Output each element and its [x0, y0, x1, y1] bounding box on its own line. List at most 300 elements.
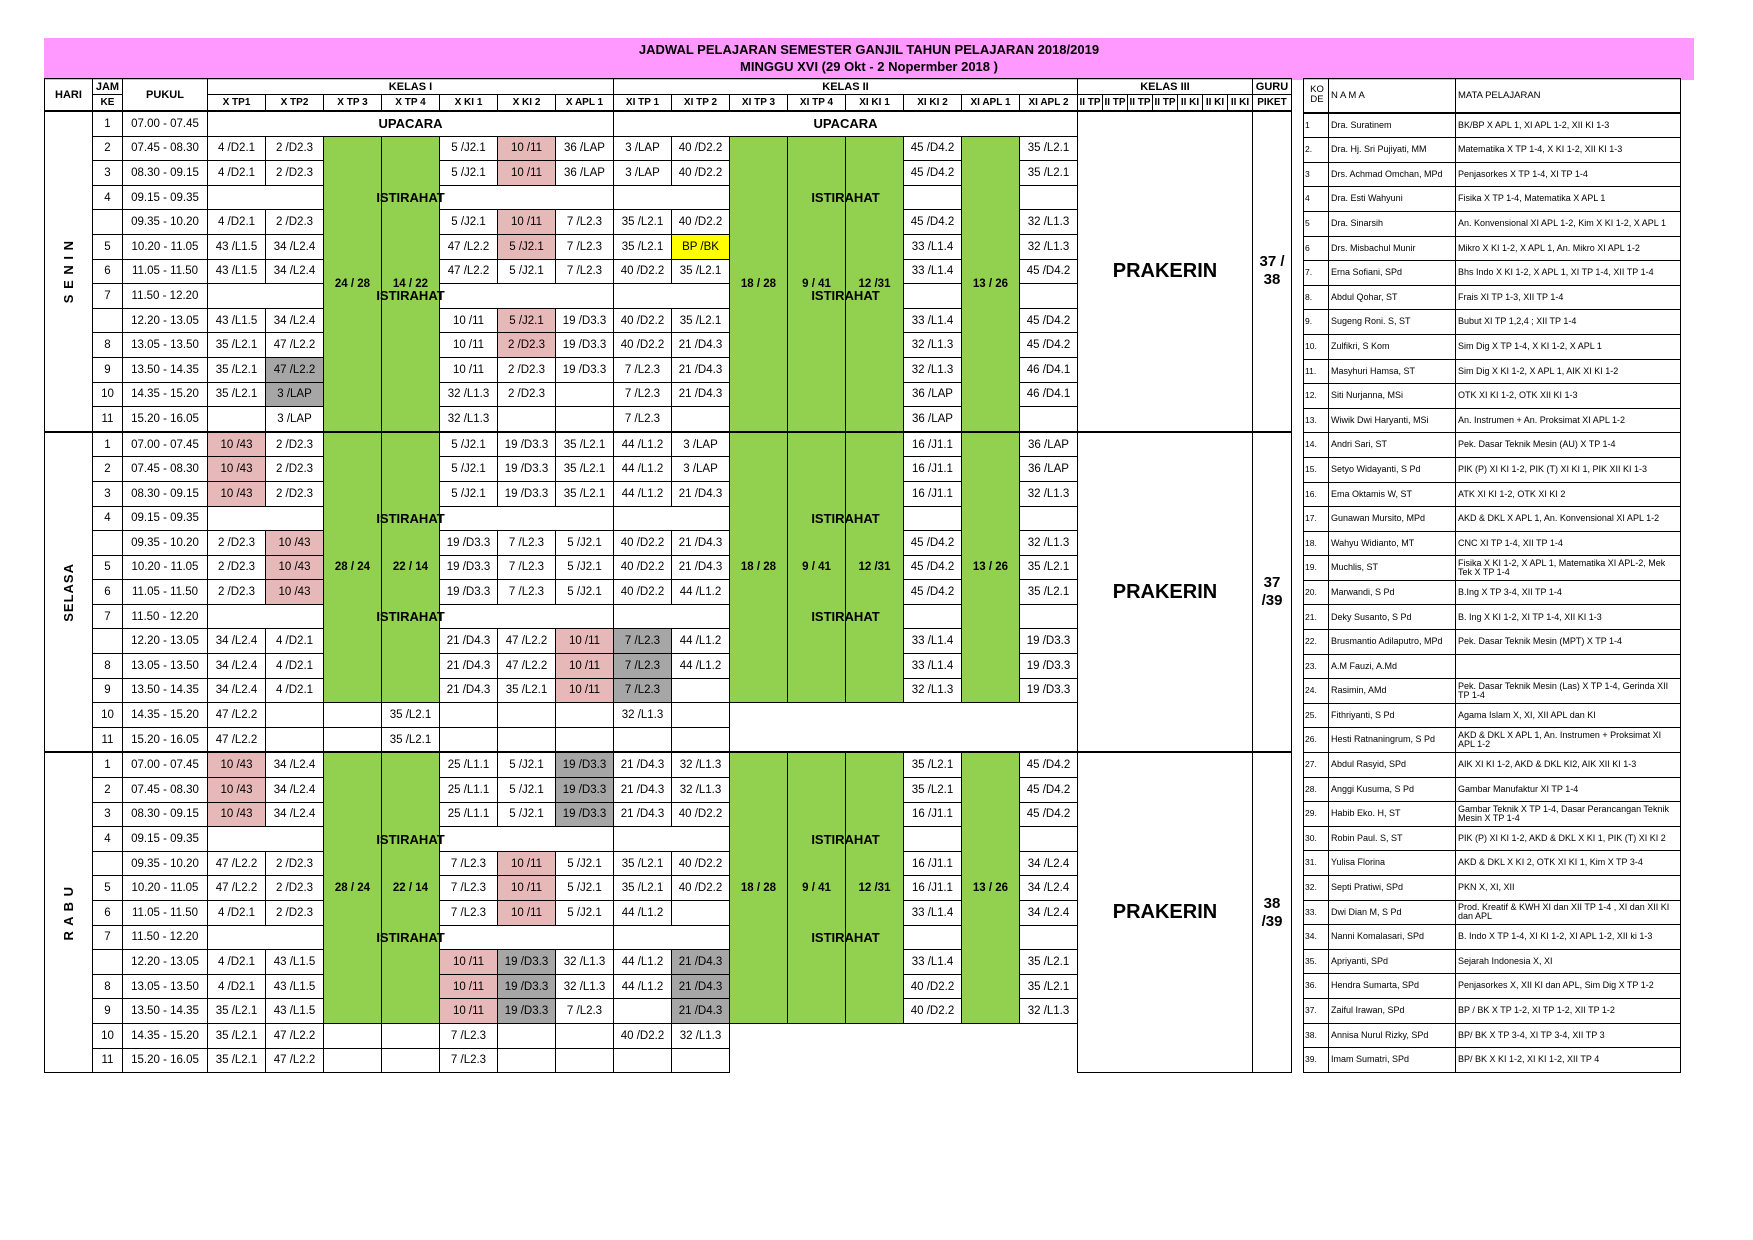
slot-cell: 5 /J2.1 — [440, 457, 498, 482]
teacher-name: Rasimin, AMd — [1329, 679, 1456, 704]
slot-cell: 19 /D3.3 — [556, 778, 614, 803]
merged-slot: 9 / 41 — [788, 136, 846, 432]
teacher-subject: BK/BP X APL 1, XI APL 1-2, XII KI 1-3 — [1456, 113, 1681, 138]
merged-slot: 18 / 28 — [730, 136, 788, 432]
jam-cell: 1 — [93, 752, 123, 777]
teacher-name: Marwandi, S Pd — [1329, 580, 1456, 605]
slot-cell — [324, 1023, 382, 1048]
teacher-subject — [1456, 654, 1681, 679]
upacara-label: UPACARA — [614, 111, 1078, 136]
slot-cell: 5 /J2.1 — [556, 851, 614, 876]
slot-cell: 32 /L1.3 — [614, 703, 672, 728]
slot-cell: 7 /L2.3 — [440, 851, 498, 876]
slot-cell: 35 /L2.1 — [498, 678, 556, 703]
slot-cell: 2 /D2.3 — [266, 481, 324, 506]
header-jam: JAM — [93, 79, 123, 95]
teacher-subject: Mikro X KI 1-2, X APL 1, An. Mikro XI APL 1-2 — [1456, 236, 1681, 261]
slot-cell: 44 /L1.2 — [614, 974, 672, 999]
pukul-cell: 14.35 - 15.20 — [123, 703, 208, 728]
slot-cell: 47 /L2.2 — [266, 357, 324, 382]
teacher-subject: Sim Dig X KI 1-2, X APL 1, AIK XI KI 1-2 — [1456, 359, 1681, 384]
teacher-name: Dwi Dian M, S Pd — [1329, 900, 1456, 925]
slot-cell: 19 /D3.3 — [498, 481, 556, 506]
slot-cell: 43 /L1.5 — [266, 974, 324, 999]
slot-cell: 43 /L1.5 — [266, 999, 324, 1024]
teacher-code: 7. — [1304, 261, 1329, 286]
jam-cell: 2 — [93, 457, 123, 482]
slot-cell: 21 /D4.3 — [672, 950, 730, 975]
teacher-code: 31. — [1304, 851, 1329, 876]
slot-cell: 7 /L2.3 — [556, 210, 614, 235]
header-class-col: XI TP 4 — [788, 95, 846, 112]
teacher-name: Apriyanti, SPd — [1329, 949, 1456, 974]
slot-cell: 3 /LAP — [266, 407, 324, 432]
teacher-code: 22. — [1304, 630, 1329, 655]
slot-cell: 40 /D2.2 — [614, 580, 672, 605]
teacher-name: Drs. Misbachul Munir — [1329, 236, 1456, 261]
slot-cell: 32 /L1.3 — [1020, 531, 1078, 556]
pukul-cell: 07.00 - 07.45 — [123, 111, 208, 136]
pukul-cell: 13.05 - 13.50 — [123, 654, 208, 679]
jam-cell: 6 — [93, 580, 123, 605]
merged-slot: 28 / 24 — [324, 752, 382, 1023]
teacher-code: 28. — [1304, 777, 1329, 802]
slot-cell: 5 /J2.1 — [556, 555, 614, 580]
jam-cell — [93, 210, 123, 235]
header-class-col: X TP2 — [266, 95, 324, 112]
jam-cell: 3 — [93, 161, 123, 186]
pukul-cell: 09.15 - 09.35 — [123, 185, 208, 210]
slot-cell: 2 /D2.3 — [266, 210, 324, 235]
slot-cell: 40 /D2.2 — [614, 259, 672, 284]
teacher-name: Wiwik Dwi Haryanti, MSi — [1329, 408, 1456, 433]
slot-cell: 2 /D2.3 — [266, 876, 324, 901]
slot-cell: 19 /D3.3 — [440, 580, 498, 605]
teacher-name: Imam Sumatri, SPd — [1329, 1048, 1456, 1073]
pukul-cell: 08.30 - 09.15 — [123, 481, 208, 506]
slot-cell: 32 /L1.3 — [904, 333, 962, 358]
teacher-code: 21. — [1304, 605, 1329, 630]
slot-cell — [382, 1048, 440, 1073]
header-piket: PIKET — [1253, 95, 1292, 112]
slot-cell: 7 /L2.3 — [498, 531, 556, 556]
slot-cell: 35 /L2.1 — [1020, 974, 1078, 999]
pukul-cell: 13.05 - 13.50 — [123, 974, 208, 999]
teacher-subject: Pek. Dasar Teknik Mesin (AU) X TP 1-4 — [1456, 433, 1681, 458]
slot-cell: 40 /D2.2 — [614, 333, 672, 358]
slot-cell: 34 /L2.4 — [266, 752, 324, 777]
slot-cell: 34 /L2.4 — [266, 802, 324, 827]
teacher-name: Anggi Kusuma, S Pd — [1329, 777, 1456, 802]
teacher-name: Masyhuri Hamsa, ST — [1329, 359, 1456, 384]
slot-cell: 2 /D2.3 — [266, 161, 324, 186]
slot-cell: 5 /J2.1 — [440, 481, 498, 506]
slot-cell: 19 /D3.3 — [556, 802, 614, 827]
slot-cell: 10 /43 — [208, 481, 266, 506]
slot-cell — [614, 727, 672, 752]
pukul-cell: 10.20 - 11.05 — [123, 876, 208, 901]
slot-cell: 47 /L2.2 — [266, 1048, 324, 1073]
merged-slot: 28 / 24 — [324, 432, 382, 703]
slot-cell: 35 /L2.1 — [1020, 136, 1078, 161]
slot-cell: 21 /D4.3 — [440, 654, 498, 679]
slot-cell: 3 /LAP — [672, 457, 730, 482]
teacher-code: 35. — [1304, 949, 1329, 974]
slot-cell: 45 /D4.2 — [904, 580, 962, 605]
merged-slot: 14 / 22 — [382, 136, 440, 432]
header-class-col: II TP — [1128, 95, 1153, 112]
teacher-code: 18. — [1304, 531, 1329, 556]
pukul-cell: 10.20 - 11.05 — [123, 234, 208, 259]
slot-cell: 7 /L2.3 — [614, 654, 672, 679]
slot-cell: 10 /11 — [440, 333, 498, 358]
slot-cell — [498, 1023, 556, 1048]
header-jam-ke: KE — [93, 95, 123, 112]
slot-cell: 40 /D2.2 — [672, 161, 730, 186]
slot-cell: 7 /L2.3 — [556, 259, 614, 284]
slot-cell — [672, 727, 730, 752]
slot-cell: 5 /J2.1 — [556, 580, 614, 605]
header-kelas-3: KELAS III — [1078, 79, 1253, 95]
teacher-code: 6 — [1304, 236, 1329, 261]
slot-cell: 47 /L2.2 — [208, 703, 266, 728]
header-class-col: XI KI 1 — [846, 95, 904, 112]
slot-cell: 35 /L2.1 — [614, 851, 672, 876]
slot-cell: 16 /J1.1 — [904, 457, 962, 482]
slot-cell: 34 /L2.4 — [266, 234, 324, 259]
teacher-name: Setyo Widayanti, S Pd — [1329, 457, 1456, 482]
pukul-cell: 11.05 - 11.50 — [123, 580, 208, 605]
slot-cell: 10 /43 — [266, 531, 324, 556]
istirahat-label: ISTIRAHAT — [614, 506, 1078, 531]
teacher-name: Hesti Ratnaningrum, S Pd — [1329, 728, 1456, 753]
slot-cell: 35 /L2.1 — [382, 703, 440, 728]
teacher-name: Fithriyanti, S Pd — [1329, 703, 1456, 728]
jam-cell: 2 — [93, 136, 123, 161]
slot-cell: 40 /D2.2 — [614, 555, 672, 580]
header-class-col: X KI 1 — [440, 95, 498, 112]
slot-cell: 35 /L2.1 — [208, 382, 266, 407]
header-kelas-1: KELAS I — [208, 79, 614, 95]
teacher-name: Drs. Achmad Omchan, MPd — [1329, 162, 1456, 187]
slot-cell: 7 /L2.3 — [498, 580, 556, 605]
slot-cell: 5 /J2.1 — [498, 802, 556, 827]
slot-cell: 10 /11 — [556, 654, 614, 679]
slot-cell — [556, 382, 614, 407]
teacher-subject: Gambar Teknik X TP 1-4, Dasar Perancangan Teknik Mesin X TP 1-4 — [1456, 802, 1681, 827]
teacher-subject: Sim Dig X TP 1-4, X KI 1-2, X APL 1 — [1456, 334, 1681, 359]
slot-cell: 19 /D3.3 — [498, 950, 556, 975]
jam-cell: 10 — [93, 703, 123, 728]
pukul-cell: 08.30 - 09.15 — [123, 161, 208, 186]
slot-cell: 35 /L2.1 — [904, 778, 962, 803]
slot-cell: 43 /L1.5 — [208, 234, 266, 259]
jam-cell: 4 — [93, 506, 123, 531]
slot-cell — [382, 1023, 440, 1048]
teacher-code: 33. — [1304, 900, 1329, 925]
istirahat-label: ISTIRAHAT — [208, 827, 614, 852]
teacher-code: 25. — [1304, 703, 1329, 728]
slot-cell: 35 /L2.1 — [382, 727, 440, 752]
teacher-subject: Pek. Dasar Teknik Mesin (MPT) X TP 1-4 — [1456, 630, 1681, 655]
slot-cell — [1020, 407, 1078, 432]
teacher-subject: Prod. Kreatif & KWH XI dan XII TP 1-4 , XI dan XII KI dan APL — [1456, 900, 1681, 925]
teacher-subject: An. Instrumen + An. Proksimat XI APL 1-2 — [1456, 408, 1681, 433]
teacher-code: 32. — [1304, 876, 1329, 901]
slot-cell — [324, 727, 382, 752]
slot-cell: 47 /L2.2 — [266, 333, 324, 358]
slot-cell: 21 /D4.3 — [440, 678, 498, 703]
slot-cell: 34 /L2.4 — [1020, 876, 1078, 901]
teacher-subject: Fisika X KI 1-2, X APL 1, Matematika XI APL-2, Mek Tek X TP 1-4 — [1456, 556, 1681, 581]
slot-cell: 4 /D2.1 — [266, 678, 324, 703]
day-label: SELASA — [45, 432, 93, 753]
slot-cell — [556, 1023, 614, 1048]
header-class-col: II TP — [1078, 95, 1103, 112]
slot-cell: 32 /L1.3 — [556, 950, 614, 975]
pukul-cell: 12.20 - 13.05 — [123, 308, 208, 333]
slot-cell: 35 /L2.1 — [672, 259, 730, 284]
piket-cell: 38 /39 — [1253, 752, 1292, 1072]
slot-cell: 10 /11 — [498, 901, 556, 926]
slot-cell — [614, 1048, 672, 1073]
merged-slot: 24 / 28 — [324, 136, 382, 432]
header-class-col: X APL 1 — [556, 95, 614, 112]
slot-cell: 44 /L1.2 — [614, 481, 672, 506]
pukul-cell: 10.20 - 11.05 — [123, 555, 208, 580]
teacher-code: 4 — [1304, 187, 1329, 212]
slot-cell: 40 /D2.2 — [904, 974, 962, 999]
pukul-cell: 11.50 - 12.20 — [123, 925, 208, 950]
slot-cell: 21 /D4.3 — [672, 357, 730, 382]
pukul-cell: 13.50 - 14.35 — [123, 678, 208, 703]
slot-cell: 10 /43 — [208, 432, 266, 457]
header-class-col: XI APL 2 — [1020, 95, 1078, 112]
teacher-subject: Fisika X TP 1-4, Matematika X APL 1 — [1456, 187, 1681, 212]
pukul-cell: 07.00 - 07.45 — [123, 432, 208, 457]
header-pukul: PUKUL — [123, 79, 208, 112]
slot-cell: 16 /J1.1 — [904, 432, 962, 457]
jam-cell: 8 — [93, 654, 123, 679]
teacher-name: Annisa Nurul Rizky, SPd — [1329, 1023, 1456, 1048]
slot-cell: 2 /D2.3 — [266, 136, 324, 161]
teacher-name: Brusmantio Adilaputro, MPd — [1329, 630, 1456, 655]
header-class-col: X KI 2 — [498, 95, 556, 112]
slot-cell: 33 /L1.4 — [904, 629, 962, 654]
slot-cell: 10 /11 — [498, 136, 556, 161]
slot-cell: 45 /D4.2 — [1020, 333, 1078, 358]
slot-cell: 36 /LAP — [904, 382, 962, 407]
title-line-1: JADWAL PELAJARAN SEMESTER GANJIL TAHUN PELAJARAN 2018/2019 — [638, 42, 1100, 57]
slot-cell: 44 /L1.2 — [614, 432, 672, 457]
istirahat-label: ISTIRAHAT — [614, 604, 1078, 629]
slot-cell: 21 /D4.3 — [672, 382, 730, 407]
slot-cell: 35 /L2.1 — [1020, 950, 1078, 975]
teacher-code: 19. — [1304, 556, 1329, 581]
slot-cell — [556, 407, 614, 432]
merged-slot: 12 /31 — [846, 432, 904, 703]
slot-cell: 35 /L2.1 — [556, 432, 614, 457]
jam-cell: 8 — [93, 974, 123, 999]
teacher-subject: BP/ BK X KI 1-2, XI KI 1-2, XII TP 4 — [1456, 1048, 1681, 1073]
slot-cell: 16 /J1.1 — [904, 851, 962, 876]
pukul-cell: 09.35 - 10.20 — [123, 210, 208, 235]
slot-cell: 7 /L2.3 — [614, 678, 672, 703]
slot-cell: 21 /D4.3 — [672, 531, 730, 556]
pukul-cell: 15.20 - 16.05 — [123, 1048, 208, 1073]
teacher-subject: Agama Islam X, XI, XII APL dan KI — [1456, 703, 1681, 728]
teacher-code: 8. — [1304, 285, 1329, 310]
slot-cell: 7 /L2.3 — [614, 629, 672, 654]
slot-cell: 19 /D3.3 — [556, 357, 614, 382]
slot-cell: 47 /L2.2 — [440, 234, 498, 259]
slot-cell: 4 /D2.1 — [266, 629, 324, 654]
prakerin-label: PRAKERIN — [1078, 752, 1253, 1072]
piket-cell: 37 /39 — [1253, 432, 1292, 753]
header-kelas-2: KELAS II — [614, 79, 1078, 95]
jam-cell: 2 — [93, 778, 123, 803]
teacher-code: 15. — [1304, 457, 1329, 482]
slot-cell: 33 /L1.4 — [904, 259, 962, 284]
teacher-name: Muchlis, ST — [1329, 556, 1456, 581]
slot-cell: 33 /L1.4 — [904, 308, 962, 333]
teacher-subject: B.Ing X TP 3-4, XII TP 1-4 — [1456, 580, 1681, 605]
slot-cell: 33 /L1.4 — [904, 654, 962, 679]
teacher-name: Septi Pratiwi, SPd — [1329, 876, 1456, 901]
slot-cell: 7 /L2.3 — [440, 901, 498, 926]
teacher-code: 14. — [1304, 433, 1329, 458]
teacher-subject: Matematika X TP 1-4, X KI 1-2, XII KI 1-3 — [1456, 138, 1681, 163]
slot-cell: 10 /43 — [266, 580, 324, 605]
slot-cell: 4 /D2.1 — [208, 950, 266, 975]
jam-cell: 5 — [93, 555, 123, 580]
merged-slot: 9 / 41 — [788, 432, 846, 703]
slot-cell: 32 /L1.3 — [1020, 234, 1078, 259]
istirahat-label: ISTIRAHAT — [614, 284, 1078, 309]
slot-cell: 5 /J2.1 — [556, 901, 614, 926]
pukul-cell: 07.45 - 08.30 — [123, 136, 208, 161]
slot-cell: 45 /D4.2 — [904, 210, 962, 235]
teacher-subject: Pek. Dasar Teknik Mesin (Las) X TP 1-4, Gerinda XII TP 1-4 — [1456, 679, 1681, 704]
slot-cell: 19 /D3.3 — [498, 974, 556, 999]
slot-cell: 45 /D4.2 — [904, 555, 962, 580]
teacher-code: 38. — [1304, 1023, 1329, 1048]
teacher-subject: PIK (P) XI KI 1-2, AKD & DKL X KI 1, PIK (T) XI KI 2 — [1456, 826, 1681, 851]
slot-cell: 16 /J1.1 — [904, 876, 962, 901]
istirahat-label: ISTIRAHAT — [208, 185, 614, 210]
slot-cell — [266, 703, 324, 728]
jam-cell — [93, 308, 123, 333]
slot-cell: 32 /L1.3 — [672, 1023, 730, 1048]
slot-cell — [556, 727, 614, 752]
slot-cell: 35 /L2.1 — [1020, 555, 1078, 580]
slot-cell: 32 /L1.3 — [1020, 210, 1078, 235]
slot-cell: 10 /11 — [498, 876, 556, 901]
istirahat-label: ISTIRAHAT — [614, 925, 1078, 950]
slot-cell: 4 /D2.1 — [208, 161, 266, 186]
mapel-header: MATA PELAJARAN — [1456, 79, 1681, 113]
upacara-label: UPACARA — [208, 111, 614, 136]
teacher-subject: AKD & DKL X KI 2, OTK XI KI 1, Kim X TP 3-4 — [1456, 851, 1681, 876]
slot-cell: 35 /L2.1 — [208, 1023, 266, 1048]
slot-cell: 25 /L1.1 — [440, 778, 498, 803]
slot-cell — [672, 1048, 730, 1073]
slot-cell: 35 /L2.1 — [1020, 161, 1078, 186]
teacher-name: Deky Susanto, S Pd — [1329, 605, 1456, 630]
slot-cell: 10 /11 — [440, 974, 498, 999]
slot-cell — [498, 1048, 556, 1073]
slot-cell — [672, 703, 730, 728]
slot-cell: 40 /D2.2 — [672, 136, 730, 161]
slot-cell: 19 /D3.3 — [556, 308, 614, 333]
day-label: R A B U — [45, 752, 93, 1072]
slot-cell — [324, 703, 382, 728]
slot-cell: 2 /D2.3 — [208, 580, 266, 605]
slot-cell: 21 /D4.3 — [614, 752, 672, 777]
istirahat-label: ISTIRAHAT — [208, 925, 614, 950]
jam-cell: 3 — [93, 481, 123, 506]
slot-cell: 35 /L2.1 — [614, 876, 672, 901]
slot-cell: 36 /LAP — [904, 407, 962, 432]
slot-cell: 5 /J2.1 — [498, 752, 556, 777]
teacher-name: Andri Sari, ST — [1329, 433, 1456, 458]
slot-cell: 33 /L1.4 — [904, 901, 962, 926]
slot-cell: 10 /11 — [556, 678, 614, 703]
pukul-cell: 11.05 - 11.50 — [123, 259, 208, 284]
teacher-subject: BP / BK X TP 1-2, XI TP 1-2, XII TP 1-2 — [1456, 998, 1681, 1023]
slot-cell — [498, 727, 556, 752]
merged-slot: 18 / 28 — [730, 432, 788, 703]
jam-cell: 10 — [93, 382, 123, 407]
teacher-code: 1 — [1304, 113, 1329, 138]
title-banner — [44, 38, 1694, 80]
slot-cell: 44 /L1.2 — [614, 901, 672, 926]
pukul-cell: 13.50 - 14.35 — [123, 999, 208, 1024]
teacher-code: 39. — [1304, 1048, 1329, 1073]
slot-cell: 7 /L2.3 — [556, 999, 614, 1024]
slot-cell: 4 /D2.1 — [208, 974, 266, 999]
slot-cell: 36 /LAP — [556, 161, 614, 186]
slot-cell: 35 /L2.1 — [556, 481, 614, 506]
slot-cell: 10 /43 — [208, 802, 266, 827]
slot-cell: 19 /D3.3 — [440, 531, 498, 556]
teacher-code: 34. — [1304, 925, 1329, 950]
merged-slot: 12 /31 — [846, 136, 904, 432]
nama-header: N A M A — [1329, 79, 1456, 113]
slot-cell: 34 /L2.4 — [208, 654, 266, 679]
slot-cell: 45 /D4.2 — [1020, 259, 1078, 284]
jam-cell: 3 — [93, 802, 123, 827]
teacher-code: 13. — [1304, 408, 1329, 433]
teacher-subject: Penjasorkes X, XII KI dan APL, Sim Dig X TP 1-2 — [1456, 974, 1681, 999]
merged-slot: 22 / 14 — [382, 432, 440, 703]
slot-cell: 5 /J2.1 — [440, 136, 498, 161]
header-class-col: XI APL 1 — [962, 95, 1020, 112]
pukul-cell: 14.35 - 15.20 — [123, 1023, 208, 1048]
slot-cell: 10 /11 — [440, 950, 498, 975]
jam-cell: 9 — [93, 999, 123, 1024]
teacher-name: Abdul Rasyid, SPd — [1329, 753, 1456, 778]
slot-cell: 7 /L2.3 — [440, 1023, 498, 1048]
prakerin-label: PRAKERIN — [1078, 432, 1253, 753]
slot-cell: 19 /D3.3 — [498, 999, 556, 1024]
slot-cell: 45 /D4.2 — [904, 531, 962, 556]
pukul-cell: 07.45 - 08.30 — [123, 778, 208, 803]
slot-cell — [498, 407, 556, 432]
slot-cell: 40 /D2.2 — [904, 999, 962, 1024]
slot-cell: 47 /L2.2 — [208, 876, 266, 901]
slot-cell: 35 /L2.1 — [1020, 580, 1078, 605]
